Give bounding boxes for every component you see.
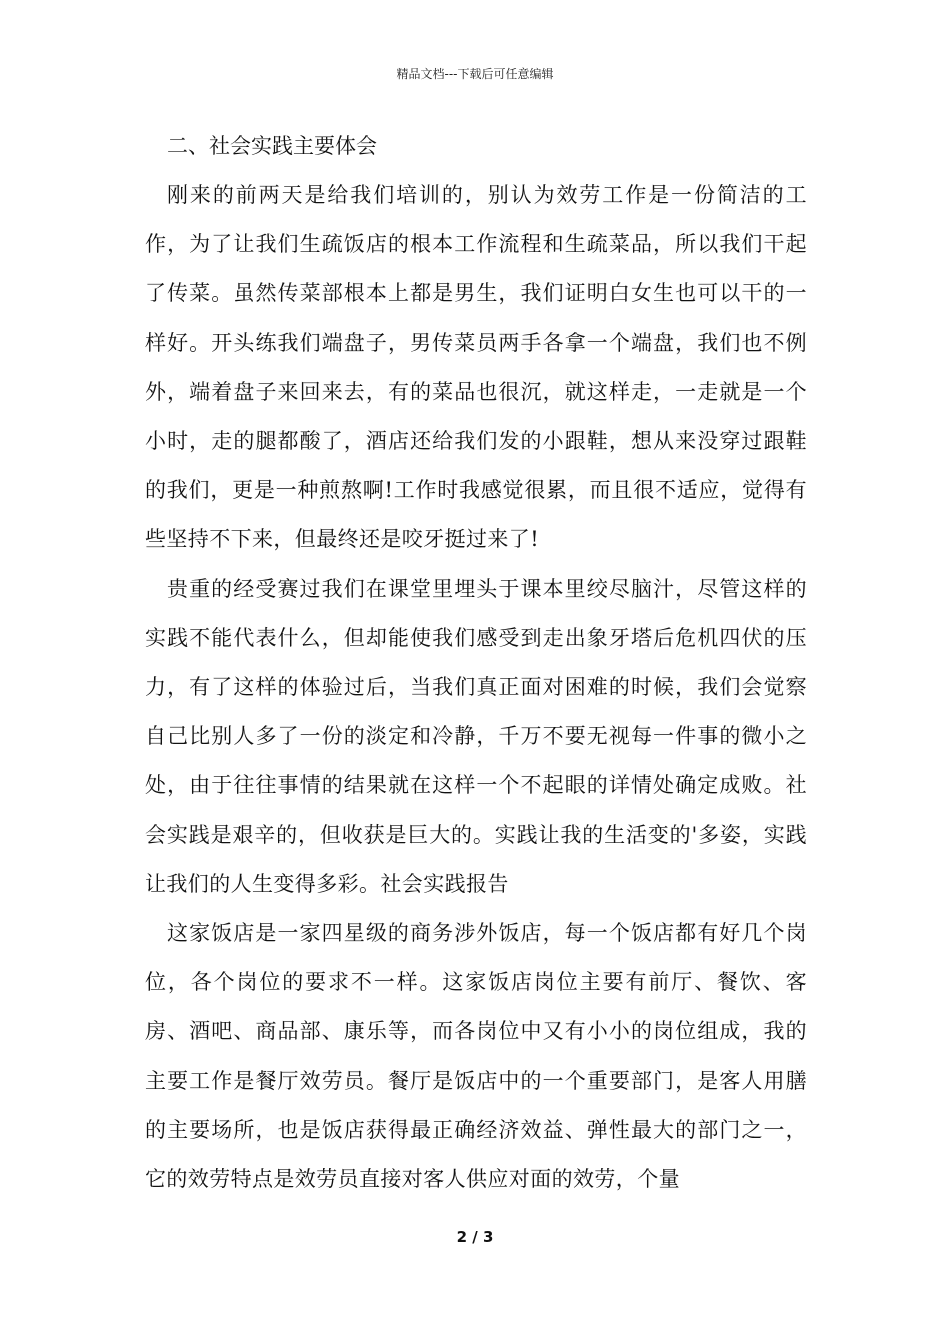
page-content <box>145 122 807 1204</box>
section-heading: 二、社会实践主要体会 <box>167 134 377 158</box>
paragraph-experience: 贵重的经受赛过我们在课堂里埋头于课本里绞尽脑汁，尽管这样的实践不能代表什么，但却能使我们感受到走出象牙塔后危机四伏的压力，有了这样的体验过后，当我们真正面对困难的时候，我们会觉察自己比别人多了一份的淡定和冷静，千万不要无视每一件事的微小之处，由于往往事情的结果就在这样一个不起眼的详情处确定成败。社会实践是艰辛的，但收获是巨大的。实践让我的生活变的'多姿，实践让我们的人生变得多彩。社会实践报告 <box>145 576 807 896</box>
paragraph-training: 刚来的前两天是给我们培训的，别认为效劳工作是一份简洁的工作，为了让我们生疏饭店的根本工作流程和生疏菜品，所以我们干起了传菜。虽然传菜部根本上都是男生，我们证明白女生也可以干的一样好。开头练我们端盘子，男传菜员两手各拿一个端盘，我们也不例外，端着盘子来回来去，有的菜品也很沉，就这样走，一走就是一个小时，走的腿都酸了，酒店还给我们发的小跟鞋，想从来没穿过跟鞋的我们，更是一种煎熬啊!工作时我感觉很累，而且很不适应，觉得有些坚持不下来，但最终还是咬牙挺过来了! <box>145 183 807 552</box>
page-number: 2 / 3 <box>456 1228 494 1246</box>
paragraph-hotel: 这家饭店是一家四星级的商务涉外饭店，每一个饭店都有好几个岗位，各个岗位的要求不一样。这家饭店岗位主要有前厅、餐饮、客房、酒吧、商品部、康乐等，而各岗位中又有小小的岗位组成，我的主要工作是餐厅效劳员。餐厅是饭店中的一个重要部门，是客人用膳的主要场所，也是饭店获得最正确经济效益、弹性最大的部门之一，它的效劳特点是效劳员直接对客人供应对面的效劳，个量 <box>145 921 807 1192</box>
page-header: 精品文档---下载后可任意编辑 <box>396 67 554 81</box>
